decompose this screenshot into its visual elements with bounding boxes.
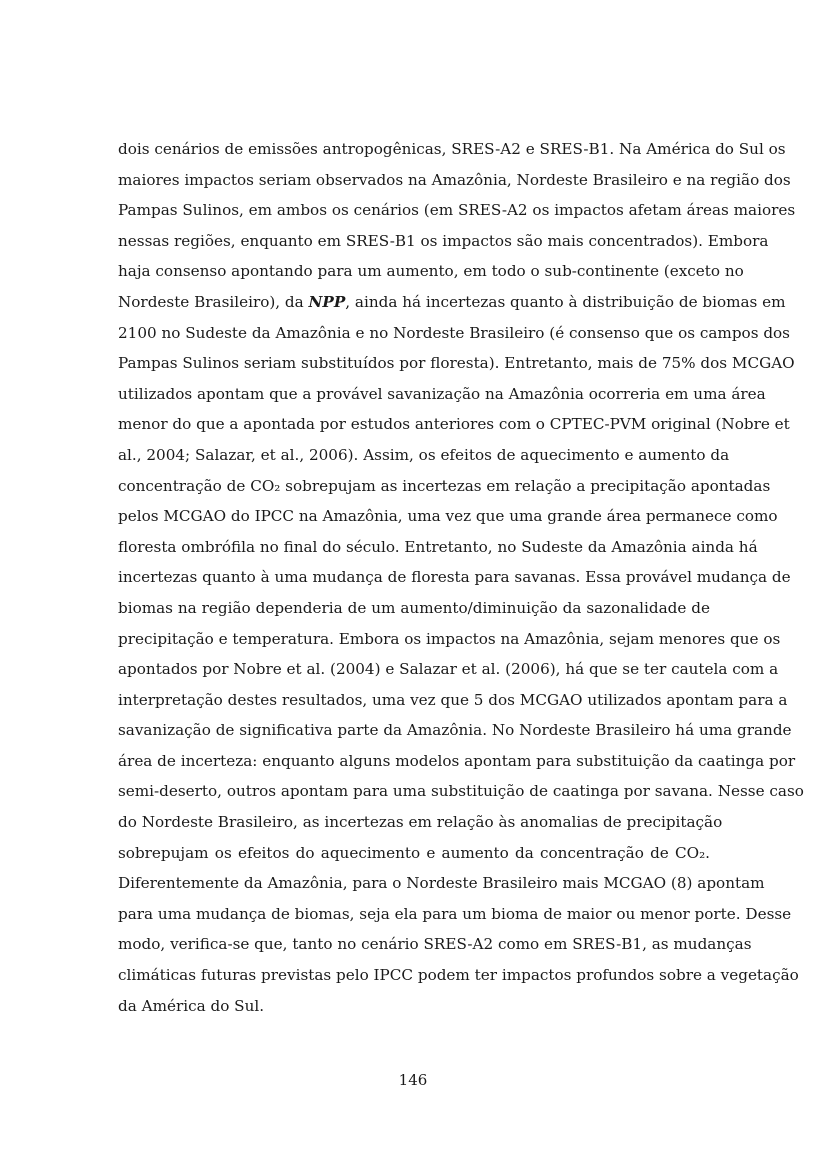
paragraph-line: Nordeste Brasileiro), da NPP, ainda há incertezas quanto à distribuição de biomas em xyxy=(118,292,786,311)
paragraph-line: para uma mudança de biomas, seja ela para um bioma de maior ou menor porte. Desse xyxy=(118,904,792,923)
paragraph-line: Pampas Sulinos seriam substituídos por floresta). Entretanto, mais de 75% dos MCGAO xyxy=(118,354,795,373)
page-number: 146 xyxy=(398,1071,428,1089)
paragraph-line: haja consenso apontando para um aumento, em todo o sub-continente (exceto no xyxy=(118,262,744,281)
paragraph-line: Pampas Sulinos, em ambos os cenários (em SRES-A2 os impactos afetam áreas maiores xyxy=(118,201,796,220)
paragraph-line: incertezas quanto à uma mudança de floresta para savanas. Essa provável mudança de xyxy=(118,568,791,587)
paragraph-line: utilizados apontam que a provável savanização na Amazônia ocorreria em uma área xyxy=(118,384,766,403)
paragraph-line: da América do Sul. xyxy=(118,996,265,1015)
paragraph-line: maiores impactos seriam observados na Amazônia, Nordeste Brasileiro e na região dos xyxy=(118,170,791,189)
npp-term: NPP xyxy=(308,292,346,311)
paragraph-line: do Nordeste Brasileiro, as incertezas em relação às anomalias de precipitação xyxy=(118,813,723,832)
paragraph-line: climáticas futuras previstas pelo IPCC podem ter impactos profundos sobre a vegetação xyxy=(118,966,799,985)
paragraph-line: apontados por Nobre et al. (2004) e Salazar et al. (2006), há que se ter cautela com a xyxy=(118,660,779,679)
paragraph-line: Diferentemente da Amazônia, para o Nordeste Brasileiro mais MCGAO (8) apontam xyxy=(118,874,765,893)
paragraph-line: pelos MCGAO do IPCC na Amazônia, uma vez que uma grande área permanece como xyxy=(118,507,778,526)
paragraph-line: modo, verifica-se que, tanto no cenário SRES-A2 como em SRES-B1, as mudanças xyxy=(118,935,752,954)
paragraph-line: al., 2004; Salazar, et al., 2006). Assim, os efeitos de aquecimento e aumento da xyxy=(118,445,730,464)
paragraph-line: precipitação e temperatura. Embora os impactos na Amazônia, sejam menores que os xyxy=(118,629,781,648)
body-paragraph xyxy=(118,134,804,1021)
paragraph-line: floresta ombrófila no final do século. Entretanto, no Sudeste da Amazônia ainda há xyxy=(118,537,758,556)
paragraph-line: dois cenários de emissões antropogênicas, SRES-A2 e SRES-B1. Na América do Sul os xyxy=(118,140,786,158)
paragraph-line: semi-deserto, outros apontam para uma substituição de caatinga por savana. Nesse caso xyxy=(118,782,804,801)
paragraph-line: menor do que a apontada por estudos anteriores com o CPTEC-PVM original (Nobre et xyxy=(118,415,790,434)
paragraph-line: 2100 no Sudeste da Amazônia e no Nordeste Brasileiro (é consenso que os campos dos xyxy=(118,323,790,342)
paragraph-line: nessas regiões, enquanto em SRES-B1 os impactos são mais concentrados). Embora xyxy=(118,231,769,250)
paragraph-line: área de incerteza: enquanto alguns modelos apontam para substituição da caatinga por xyxy=(118,751,796,770)
paragraph-line: sobrepujam os efeitos do aquecimento e aumento da concentração de CO₂. xyxy=(118,843,710,862)
paragraph-line: concentração de CO₂ sobrepujam as incertezas em relação a precipitação apontadas xyxy=(118,476,771,495)
paragraph-line: interpretação destes resultados, uma vez que 5 dos MCGAO utilizados apontam para a xyxy=(118,690,788,709)
paragraph-line: biomas na região dependeria de um aumento/diminuição da sazonalidade de xyxy=(118,598,710,617)
paragraph-line: savanização de significativa parte da Amazônia. No Nordeste Brasileiro há uma grande xyxy=(118,721,792,740)
